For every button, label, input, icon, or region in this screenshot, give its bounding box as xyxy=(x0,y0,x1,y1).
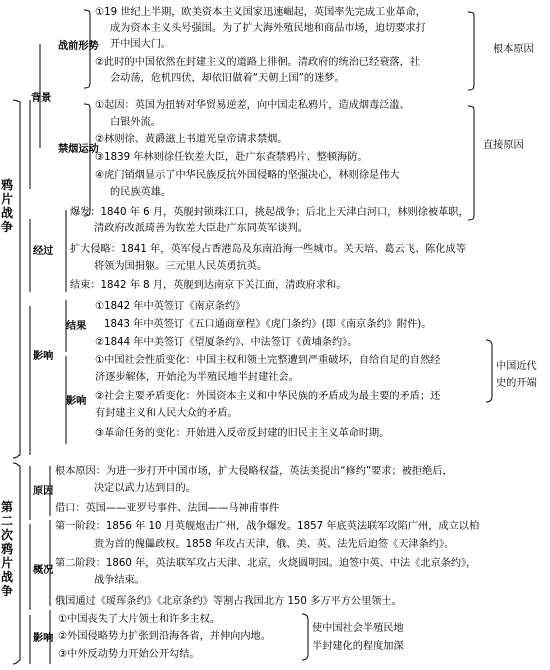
prewar-line-3: 开中国大门。 xyxy=(110,39,172,50)
result-label: 结果 xyxy=(66,321,87,332)
war2-cause-label: 原因 xyxy=(33,486,54,497)
war2-impact-line-1: ①中国丧失了大片领土和许多主权。 xyxy=(58,614,220,625)
war2-impact-side-2: 半封建化的程度加深 xyxy=(312,641,404,652)
war2-overview-line-2: 贵为首的傀儡政权。1858 年攻占天津，俄、美、英、法先后迫签《天津条约》。 xyxy=(94,539,455,550)
war1-title: 鸦片战争 xyxy=(0,178,13,234)
influence-line-4: 有封建主义和人民大众的矛盾。 xyxy=(95,408,238,419)
prewar-line-1: ①19 世纪上半期，欧美资本主义国家迅速崛起，英国率先完成工业革命， xyxy=(95,7,426,18)
influence-side-2: 史的开端 xyxy=(496,378,537,389)
ban-cause: 直接原因 xyxy=(483,140,524,151)
war2-title: 第二次鸦片战争 xyxy=(0,500,13,598)
war2-cause-line-2: 决定以武力达到目的。 xyxy=(94,483,196,494)
ban-line-3: ②林则徐、黄爵滋上书道光皇帝请求禁烟。 xyxy=(95,134,288,145)
war2-overview-label: 概况 xyxy=(33,565,54,576)
ban-line-2: 白银外流。 xyxy=(110,117,161,128)
influence-line-1: ①中国社会性质变化：中国主权和领土完整遭到严重破坏，自给自足的自然经 xyxy=(95,355,441,366)
influence-label: 影响 xyxy=(66,396,87,407)
ban-line-4: ③1839 年林则徐任钦差大臣，赴广东查禁鸦片、整顿海防。 xyxy=(95,152,368,163)
prewar-label: 战前形势 xyxy=(58,41,99,52)
process-line-5: 结束：1842 年 8 月，英舰到达南京下关江面，清政府求和。 xyxy=(70,280,347,291)
war2-overview-line-3: 第二阶段：1860 年，英法联军攻占天津、北京，火烧圆明园。迫签中英、中法《北京条约》， xyxy=(55,558,477,569)
prewar-line-5: 会动荡，危机四伏，却依旧做着“天朝上国”的迷梦。 xyxy=(110,73,345,84)
war2-cause-line-1: 根本原因：为进一步打开中国市场，扩大侵略权益，英法美提出“修约”要求；被拒绝后， xyxy=(55,466,453,477)
influence-line-5: ③革命任务的变化：开始进入反帝反封建的旧民主主义革命时期。 xyxy=(95,428,390,439)
ban-line-1: ①起因：英国为扭转对华贸易逆差，向中国走私鸦片，造成烟毒泛滥、 xyxy=(95,100,410,111)
war1-background-label: 背景 xyxy=(31,93,52,104)
war2-impact-line-2: ②外国侵略势力扩张到沿海各省，并伸向内地。 xyxy=(58,631,271,642)
result-line-2: 1843 年中英签订《五口通商章程》《虎门条约》(即《南京条约》附件)。 xyxy=(104,319,432,330)
prewar-line-4: ②此时的中国依然在封建主义的道路上徘徊。清政府的统治已经衰落，社 xyxy=(95,57,420,68)
influence-side-1: 中国近代 xyxy=(496,361,537,372)
war2-overview-line-4: 战争结束。 xyxy=(94,575,145,586)
process-line-4: 将领为国捐躯。三元里人民英勇抗英。 xyxy=(94,261,268,272)
process-line-2: 清政府改派琦善为钦差大臣赴广东同英军谈判。 xyxy=(94,223,308,234)
war2-impact-side-1: 使中国社会半殖民地 xyxy=(312,623,404,634)
process-label: 经过 xyxy=(33,246,54,257)
result-line-1: ①1842 年中英签订《南京条约》 xyxy=(95,301,246,312)
ban-line-6: 的民族英雄。 xyxy=(110,187,172,198)
process-line-3: 扩大侵略：1841 年，英军侵占香港岛及东南沿海一些城市。关天培、葛云飞、陈化成等 xyxy=(70,244,466,255)
prewar-line-2: 成为资本主义头号强国。为了扩大海外殖民地和商品市场，迫切要求打 xyxy=(110,23,426,34)
influence-line-3: ②社会主要矛盾变化：外国资本主义和中华民族的矛盾成为最主要的矛盾；还 xyxy=(95,391,441,402)
war2-impact-label: 影响 xyxy=(33,633,54,644)
ban-label: 禁烟运动 xyxy=(58,144,99,155)
impact-label: 影响 xyxy=(33,351,54,362)
influence-line-2: 济逐步解体，开始沦为半殖民地半封建社会。 xyxy=(95,372,299,383)
war2-impact-line-3: ③中外反动势力开始公开勾结。 xyxy=(58,649,200,660)
process-line-1: 爆发：1840 年 6 月，英舰封锁珠江口，挑起战争；后北上天津白河口，林则徐被革职， xyxy=(70,207,469,218)
ban-line-5: ④虎门销烟显示了中华民族反抗外国侵略的坚强决心，林则徐是伟大 xyxy=(95,170,400,181)
war2-overview-line-5: 俄国通过《瑷珲条约》《北京条约》等割占我国北方 150 多万平方公里领土。 xyxy=(55,596,402,607)
prewar-cause: 根本原因 xyxy=(493,44,534,55)
war2-cause-line-3: 借口：英国——亚罗号事件、法国——马神甫事件 xyxy=(55,503,280,514)
result-line-3: ②1844 年中美签订《望厦条约》、中法签订《黄埔条约》。 xyxy=(95,337,358,348)
war2-overview-line-1: 第一阶段：1856 年 10 月英舰炮击广州，战争爆发。1857 年底英法联军攻陷广州，成立以柏 xyxy=(55,521,480,532)
